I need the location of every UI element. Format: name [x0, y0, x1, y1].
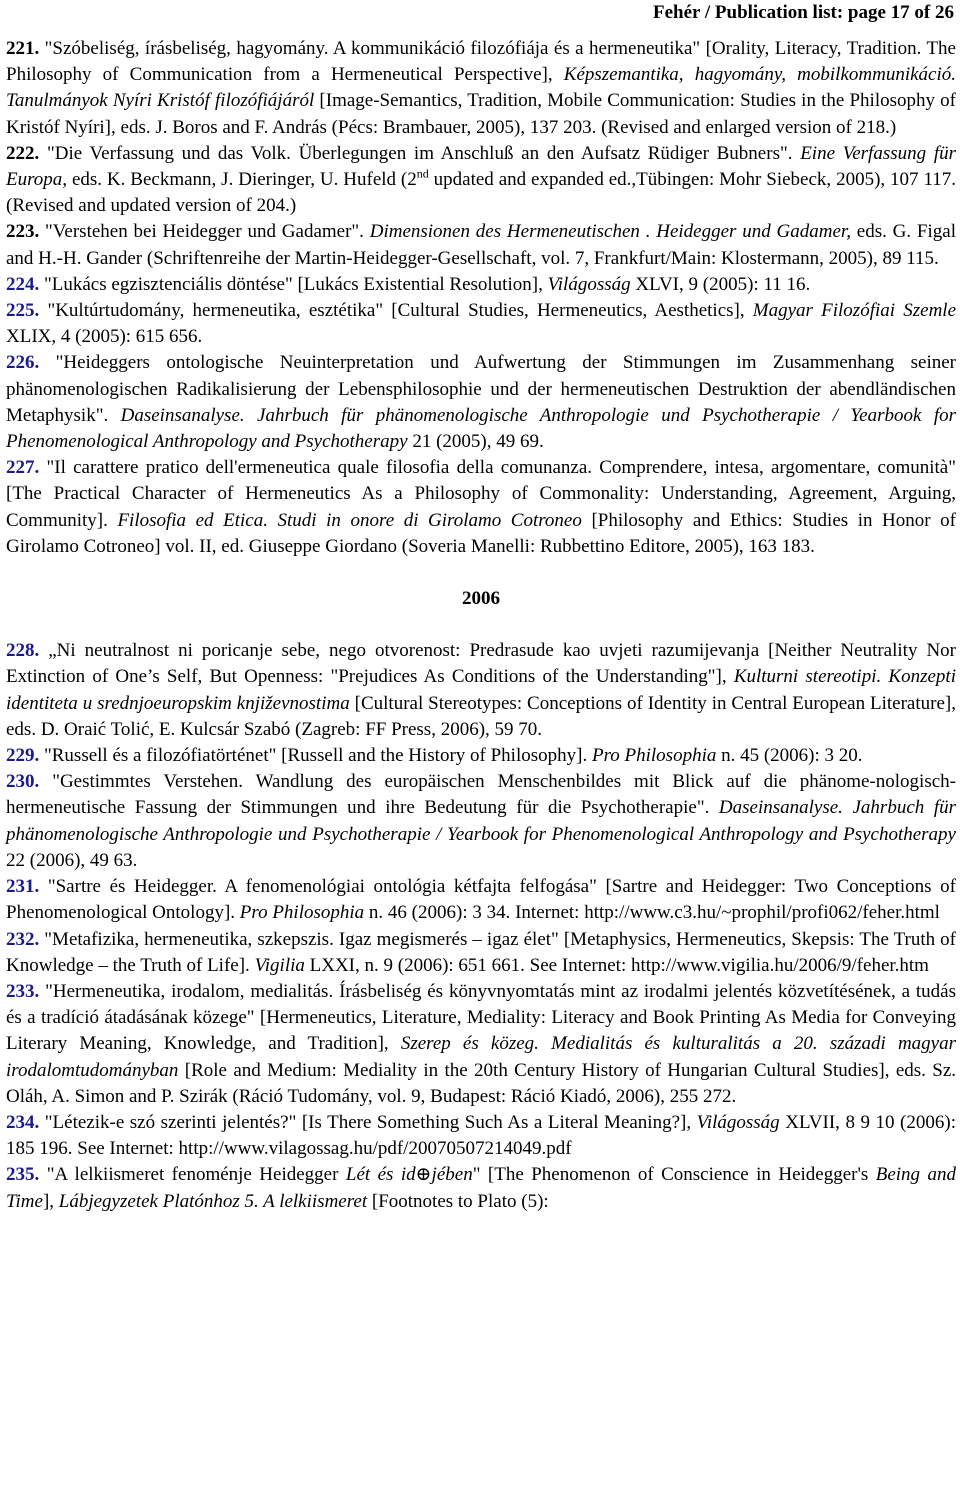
publication-entry	[6, 298, 956, 350]
entry-number: 221.	[6, 38, 40, 59]
entry-text: ],	[42, 1190, 59, 1212]
entry-text: "A lelkiismeret fenoménje Heidegger	[39, 1164, 346, 1186]
entry-title-italic: Daseinsanalyse. Jahrbuch für phänomenologische Anthropologie und Psychotherapie / Yearbook for Phenomenological Anthropology and Psychotherapy	[6, 797, 956, 845]
entry-text: LXXI, n. 9 (2006): 651 661. See Internet: http://www.vigilia.hu/2006/9/feher.htm	[304, 954, 929, 976]
entry-text: eds. K. Beckmann, J. Dieringer, U. Hufeld (2	[67, 169, 417, 191]
entry-title-italic: Pro Philosophia	[239, 902, 365, 924]
entry-text: " [The Phenomenon of Conscience in Heidegger's	[472, 1164, 876, 1186]
year-heading-2006: 2006	[462, 588, 500, 610]
entry-text: n. 46 (2006): 3 34. Internet: http://www.c3.hu/~prophil/profi062/feher.html	[364, 902, 940, 924]
entry-text: „Ni neutralnost ni poricanje sebe, nego otvorenost: Predrasude kao uvjeti razumijevanja [Neither Neutrality Nor Extinction of One’s Self, But Openness: "Prejudices As Conditions of the Understanding"],	[6, 640, 956, 688]
entry-number: 226.	[6, 352, 40, 374]
entry-number: 233.	[6, 980, 40, 1002]
entry-number: 231.	[6, 876, 40, 898]
entry-text: "Die Verfassung und das Volk. Überlegungen im Anschluß an den Aufsatz Rüdiger Bubners".	[39, 142, 801, 164]
publication-entry	[6, 769, 956, 874]
entry-text: "Sartre és Heidegger. A fenomenológiai ontológia kétfajta felfogása" [Sartre and Heidegger: Two Conceptions of Phenomenological Ontology].	[6, 876, 956, 924]
entry-title-italic: Lét és id⊕jében	[345, 1164, 473, 1186]
publication-entry	[6, 979, 956, 1110]
entry-number: 232.	[6, 928, 40, 950]
entry-text: "Kultúrtudomány, hermeneutika, esztétika" [Cultural Studies, Hermeneutics, Aesthetics],	[39, 300, 753, 322]
entry-title-italic: Being and Time	[6, 1164, 956, 1212]
publication-entry	[6, 638, 956, 743]
publication-entry	[6, 1162, 956, 1214]
entry-title-italic: Világosság	[696, 1111, 780, 1133]
entry-text: [Role and Medium: Mediality in the 20th Century History of Hungarian Cultural Studies], eds. Sz. Oláh, A. Simon and P. Szirák (Ráció Tudomány, vol. 9, Budapest: Ráció Kiadó, 2006), 255 272.	[6, 1059, 956, 1107]
entries-2006	[6, 638, 956, 1214]
entry-number: 234.	[6, 1111, 40, 1133]
entry-number: 235.	[6, 1164, 40, 1186]
entry-title-italic: Kulturni stereotipi. Konzepti identiteta u srednjoeuropskim književnostima	[6, 666, 956, 714]
entry-text: updated and expanded ed.,Tübingen: Mohr Siebeck, 2005), 107 117. (Revised and updated version of 204.)	[6, 169, 956, 217]
entry-text: "Heideggers ontologische Neuinterpretation und Aufwertung der Stimmungen im Zusammenhang seiner phänomenologischen Radikalisierung der Lebensphilosophie und der hermeneutischen Destruktion der abendländischen Metaphysik".	[6, 352, 956, 426]
entry-text: 22 (2006), 49 63.	[6, 849, 138, 871]
entry-number: 225.	[6, 300, 40, 322]
entry-title-italic: Pro Philosophia	[591, 745, 717, 767]
entry-text: "Lukács egzisztenciális döntése" [Lukács Existential Resolution],	[39, 273, 548, 295]
entry-number: 229.	[6, 745, 40, 767]
entry-number: 230.	[6, 771, 40, 793]
publication-entry	[6, 350, 956, 455]
publication-entry	[6, 272, 956, 298]
entry-text: "Il carattere pratico dell'ermeneutica quale filosofia della comunanza. Comprendere, intesa, argomentare, comunità" [The Practical Character of Hermeneutics As a Philosophy of Commonality: Understanding, Agreement, Arguing, Community].	[6, 457, 956, 531]
entry-text: eds. G. Figal and H.-H. Gander (Schriftenreihe der Martin-Heidegger-Gesellschaft, vol. 7, Frankfurt/Main: Klostermann, 2005), 89 115.	[6, 221, 956, 269]
publication-entry	[6, 1110, 956, 1162]
entry-title-italic: Filosofia ed Etica. Studi in onore di Girolamo Cotroneo	[117, 509, 582, 531]
publication-entry	[6, 141, 956, 220]
entry-text: XLVII, 8 9 10 (2006): 185 196. See Internet: http://www.vilagossag.hu/pdf/20070507214049.pdf	[6, 1111, 956, 1160]
entry-text: "Gestimmtes Verstehen. Wandlung des europäischen Menschenbildes mit Blick auf die phänome-nologisch-hermeneutische Fassung der Stimmungen und ihre Bedeutung für die Psychotherapie".	[6, 771, 956, 819]
entry-text: "Russell és a filozófiatörténet" [Russell and the History of Philosophy].	[39, 745, 592, 767]
entry-text: [Image-Semantics, Tradition, Mobile Communication: Studies in the Philosophy of Kristóf Nyíri], eds. J. Boros and F. András (Pécs: Brambauer, 2005), 137 203. (Revised and enlarged version of 218.)	[6, 90, 956, 138]
entry-number: 222.	[6, 142, 40, 164]
entry-text: "Hermeneutika, irodalom, medialitás. Írásbeliség és könyvnyomtatás mint az irodalmi jelentés közvetítésének, a tudás és a tradíció átadásának közege" [Hermeneutics, Literature, Mediality: Literacy and Book Printing As Media for Conveying Literary Meaning, Knowledge, and Tradition],	[6, 980, 956, 1055]
entry-title-italic: Képszemantika, hagyomány, mobilkommunikáció. Tanulmányok Nyíri Kristóf filozófiájáról	[6, 64, 956, 112]
publication-entry	[6, 874, 956, 926]
entry-number: 227.	[6, 457, 40, 479]
publication-entry	[6, 743, 956, 769]
entry-text: [Footnotes to Plato (5):	[367, 1190, 549, 1212]
publication-entry	[6, 36, 956, 141]
entry-title-italic: Szerep és közeg. Medialitás és kulturalitás a 20. századi magyar irodalomtudományban	[6, 1033, 956, 1081]
entry-title-italic: Daseinsanalyse. Jahrbuch für phänomenologische Anthropologie und Psychotherapie / Yearbook for Phenomenological Anthropology and Psychotherapy	[6, 404, 957, 453]
publication-entry	[6, 219, 956, 271]
publication-entry	[6, 927, 956, 979]
entry-title-italic: Eine Verfassung für Europa,	[6, 142, 956, 191]
entry-text: "Létezik-e szó szerinti jelentés?" [Is There Something Such As a Literal Meaning?],	[39, 1111, 697, 1133]
entry-number: 224.	[6, 273, 40, 295]
entry-title-italic: Dimensionen des Hermeneutischen . Heidegger und Gadamer,	[369, 221, 851, 243]
entry-title-italic: Vigilia	[254, 954, 305, 976]
entry-title-italic: Magyar Filozófiai Szemle	[752, 300, 956, 322]
publication-list	[6, 36, 956, 1215]
entry-title-italic: Lábjegyzetek Platónhoz 5. A lelkiismeret	[58, 1190, 368, 1212]
entry-number: 228.	[6, 640, 40, 662]
entry-text: [Philosophy and Ethics: Studies in Honor of Girolamo Cotroneo] vol. II, ed. Giuseppe Giordano (Soveria Manelli: Rubbettino Editore, 2005), 163 183.	[6, 509, 956, 557]
entry-text: "Verstehen bei Heidegger und Gadamer".	[39, 221, 370, 243]
entry-number: 223.	[6, 221, 40, 243]
entry-text: 21 (2005), 49 69.	[407, 431, 544, 453]
entries-2005	[6, 36, 956, 560]
publication-entry	[6, 455, 956, 560]
entry-text: XLVI, 9 (2005): 11 16.	[630, 273, 811, 295]
entry-text: [Cultural Stereotypes: Conceptions of Identity in Central European Literature], eds. D. Oraić Tolić, E. Kulcsár Szabó (Zagreb: FF Press, 2006), 59 70.	[6, 692, 956, 740]
entry-text: n. 45 (2006): 3 20.	[716, 745, 863, 767]
running-header: Fehér / Publication list: page 17 of 26	[653, 2, 954, 23]
entry-text: "Metafizika, hermeneutika, szkepszis. Igaz megismerés – igaz élet" [Metaphysics, Hermeneutics, Skepsis: The Truth of Knowledge – the Truth of Life].	[6, 928, 956, 976]
entry-title-italic: Világosság	[547, 273, 631, 295]
entry-text: XLIX, 4 (2005): 615 656.	[6, 326, 203, 348]
entry-text: "Szóbeliség, írásbeliség, hagyomány. A kommunikáció filozófiája és a hermeneutika" [Orality, Literacy, Tradition. The Philosophy of Communication from a Hermeneutical Perspective],	[6, 38, 956, 86]
entry-superscript: nd	[416, 166, 429, 181]
